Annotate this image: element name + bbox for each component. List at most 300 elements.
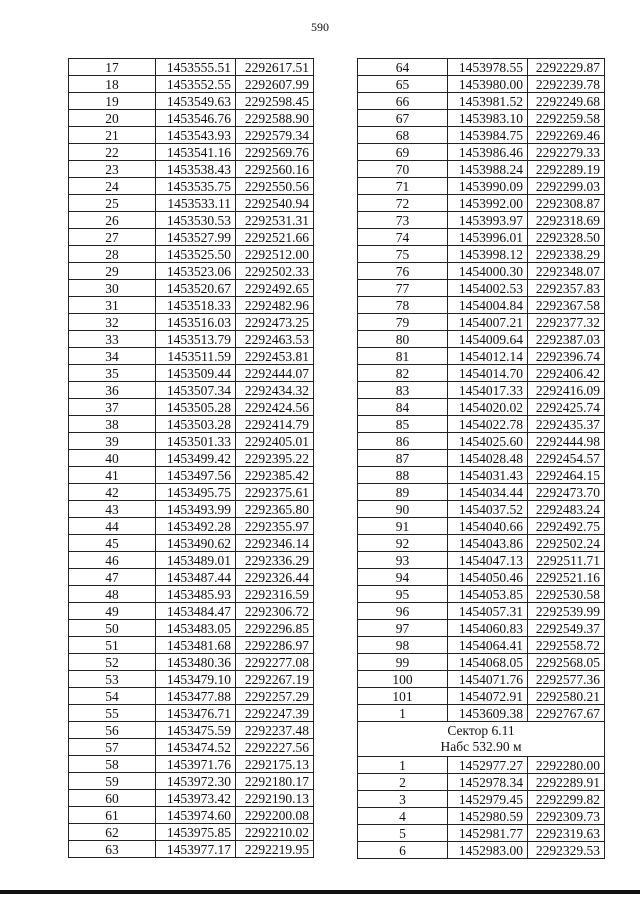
x-coordinate-cell: 1453530.53 — [156, 212, 236, 229]
table-row — [69, 535, 314, 552]
point-number-cell: 50 — [69, 620, 156, 637]
table-row — [69, 195, 314, 212]
x-coordinate-cell: 1454007.21 — [448, 314, 528, 331]
y-coordinate-cell: 2292367.58 — [528, 297, 605, 314]
bottom-border-line — [0, 890, 640, 894]
x-coordinate-cell: 1453988.24 — [448, 161, 528, 178]
x-coordinate-cell: 1453990.09 — [448, 178, 528, 195]
table-row — [358, 178, 605, 195]
point-number-cell: 46 — [69, 552, 156, 569]
point-number-cell: 78 — [358, 297, 448, 314]
y-coordinate-cell: 2292435.37 — [528, 416, 605, 433]
table-row — [358, 365, 605, 382]
point-number-cell: 45 — [69, 535, 156, 552]
table-row — [358, 263, 605, 280]
x-coordinate-cell: 1453476.71 — [156, 705, 236, 722]
y-coordinate-cell: 2292319.63 — [528, 825, 605, 842]
point-number-cell: 86 — [358, 433, 448, 450]
y-coordinate-cell: 2292512.00 — [236, 246, 314, 263]
x-coordinate-cell: 1453516.03 — [156, 314, 236, 331]
table-row — [69, 518, 314, 535]
y-coordinate-cell: 2292259.58 — [528, 110, 605, 127]
x-coordinate-cell: 1454004.84 — [448, 297, 528, 314]
x-coordinate-cell: 1453501.33 — [156, 433, 236, 450]
point-number-cell: 77 — [358, 280, 448, 297]
x-coordinate-cell: 1453546.76 — [156, 110, 236, 127]
point-number-cell: 87 — [358, 450, 448, 467]
x-coordinate-cell: 1453996.01 — [448, 229, 528, 246]
point-number-cell: 60 — [69, 790, 156, 807]
y-coordinate-cell: 2292580.21 — [528, 688, 605, 705]
table-row — [69, 144, 314, 161]
table-row — [358, 246, 605, 263]
point-number-cell: 42 — [69, 484, 156, 501]
x-coordinate-cell: 1454047.13 — [448, 552, 528, 569]
y-coordinate-cell: 2292425.74 — [528, 399, 605, 416]
y-coordinate-cell: 2292387.03 — [528, 331, 605, 348]
point-number-cell: 101 — [358, 688, 448, 705]
y-coordinate-cell: 2292355.97 — [236, 518, 314, 535]
table-row — [69, 484, 314, 501]
table-row — [69, 433, 314, 450]
x-coordinate-cell: 1453513.79 — [156, 331, 236, 348]
x-coordinate-cell: 1453484.47 — [156, 603, 236, 620]
x-coordinate-cell: 1453993.97 — [448, 212, 528, 229]
y-coordinate-cell: 2292558.72 — [528, 637, 605, 654]
x-coordinate-cell: 1453474.52 — [156, 739, 236, 756]
x-coordinate-cell: 1453971.76 — [156, 756, 236, 773]
table-row — [69, 654, 314, 671]
table-row — [69, 161, 314, 178]
y-coordinate-cell: 2292502.24 — [528, 535, 605, 552]
point-number-cell: 74 — [358, 229, 448, 246]
table-row — [69, 586, 314, 603]
x-coordinate-cell: 1453525.50 — [156, 246, 236, 263]
table-row — [69, 790, 314, 807]
table-row — [69, 807, 314, 824]
y-coordinate-cell: 2292424.56 — [236, 399, 314, 416]
y-coordinate-cell: 2292257.29 — [236, 688, 314, 705]
x-coordinate-cell: 1454060.83 — [448, 620, 528, 637]
y-coordinate-cell: 2292299.82 — [528, 791, 605, 808]
y-coordinate-cell: 2292239.78 — [528, 76, 605, 93]
x-coordinate-cell: 1452977.27 — [448, 757, 528, 774]
point-number-cell: 36 — [69, 382, 156, 399]
x-coordinate-cell: 1454071.76 — [448, 671, 528, 688]
point-number-cell: 61 — [69, 807, 156, 824]
point-number-cell: 33 — [69, 331, 156, 348]
table-row — [69, 365, 314, 382]
point-number-cell: 66 — [358, 93, 448, 110]
y-coordinate-cell: 2292539.99 — [528, 603, 605, 620]
point-number-cell: 35 — [69, 365, 156, 382]
point-number-cell: 58 — [69, 756, 156, 773]
table-row — [69, 178, 314, 195]
y-coordinate-cell: 2292444.98 — [528, 433, 605, 450]
table-row — [358, 808, 605, 825]
x-coordinate-cell: 1454053.85 — [448, 586, 528, 603]
x-coordinate-cell: 1454050.46 — [448, 569, 528, 586]
table-row — [69, 620, 314, 637]
point-number-cell: 65 — [358, 76, 448, 93]
point-number-cell: 99 — [358, 654, 448, 671]
table-row — [358, 59, 605, 76]
x-coordinate-cell: 1454014.70 — [448, 365, 528, 382]
y-coordinate-cell: 2292348.07 — [528, 263, 605, 280]
point-number-cell: 32 — [69, 314, 156, 331]
table-row — [69, 314, 314, 331]
table-row — [358, 297, 605, 314]
x-coordinate-cell: 1453492.28 — [156, 518, 236, 535]
table-row — [358, 603, 605, 620]
y-coordinate-cell: 2292210.02 — [236, 824, 314, 841]
x-coordinate-cell: 1454002.53 — [448, 280, 528, 297]
point-number-cell: 48 — [69, 586, 156, 603]
y-coordinate-cell: 2292395.22 — [236, 450, 314, 467]
x-coordinate-cell: 1454057.31 — [448, 603, 528, 620]
table-row — [69, 331, 314, 348]
point-number-cell: 1 — [358, 705, 448, 722]
point-number-cell: 39 — [69, 433, 156, 450]
table-row — [358, 688, 605, 705]
point-number-cell: 6 — [358, 842, 448, 859]
x-coordinate-cell: 1454025.60 — [448, 433, 528, 450]
table-row — [69, 416, 314, 433]
point-number-cell: 83 — [358, 382, 448, 399]
table-row — [358, 586, 605, 603]
x-coordinate-cell: 1453483.05 — [156, 620, 236, 637]
y-coordinate-cell: 2292502.33 — [236, 263, 314, 280]
table-row — [69, 603, 314, 620]
y-coordinate-cell: 2292299.03 — [528, 178, 605, 195]
point-number-cell: 100 — [358, 671, 448, 688]
x-coordinate-cell: 1453552.55 — [156, 76, 236, 93]
x-coordinate-cell: 1453983.10 — [448, 110, 528, 127]
x-coordinate-cell: 1453489.01 — [156, 552, 236, 569]
table-row — [358, 280, 605, 297]
x-coordinate-cell: 1453986.46 — [448, 144, 528, 161]
x-coordinate-cell: 1453475.59 — [156, 722, 236, 739]
y-coordinate-cell: 2292306.72 — [236, 603, 314, 620]
x-coordinate-cell: 1453977.17 — [156, 841, 236, 858]
y-coordinate-cell: 2292598.45 — [236, 93, 314, 110]
y-coordinate-cell: 2292180.17 — [236, 773, 314, 790]
x-coordinate-cell: 1453992.00 — [448, 195, 528, 212]
point-number-cell: 90 — [358, 501, 448, 518]
point-number-cell: 47 — [69, 569, 156, 586]
point-number-cell: 53 — [69, 671, 156, 688]
y-coordinate-cell: 2292531.31 — [236, 212, 314, 229]
x-coordinate-cell: 1453984.75 — [448, 127, 528, 144]
table-row — [358, 501, 605, 518]
x-coordinate-cell: 1453479.10 — [156, 671, 236, 688]
y-coordinate-cell: 2292444.07 — [236, 365, 314, 382]
point-number-cell: 88 — [358, 467, 448, 484]
point-number-cell: 73 — [358, 212, 448, 229]
sector-header-row — [358, 722, 605, 757]
point-number-cell: 68 — [358, 127, 448, 144]
point-number-cell: 56 — [69, 722, 156, 739]
x-coordinate-cell: 1453609.38 — [448, 705, 528, 722]
x-coordinate-cell: 1453493.99 — [156, 501, 236, 518]
y-coordinate-cell: 2292530.58 — [528, 586, 605, 603]
table-row — [358, 229, 605, 246]
x-coordinate-cell: 1452978.34 — [448, 774, 528, 791]
x-coordinate-cell: 1454043.86 — [448, 535, 528, 552]
y-coordinate-cell: 2292540.94 — [236, 195, 314, 212]
y-coordinate-cell: 2292492.75 — [528, 518, 605, 535]
point-number-cell: 4 — [358, 808, 448, 825]
table-row — [69, 501, 314, 518]
point-number-cell: 91 — [358, 518, 448, 535]
y-coordinate-cell: 2292464.15 — [528, 467, 605, 484]
y-coordinate-cell: 2292357.83 — [528, 280, 605, 297]
table-row — [69, 127, 314, 144]
table-row — [69, 824, 314, 841]
y-coordinate-cell: 2292483.24 — [528, 501, 605, 518]
y-coordinate-cell: 2292617.51 — [236, 59, 314, 76]
x-coordinate-cell: 1454068.05 — [448, 654, 528, 671]
x-coordinate-cell: 1453975.85 — [156, 824, 236, 841]
point-number-cell: 34 — [69, 348, 156, 365]
y-coordinate-cell: 2292377.32 — [528, 314, 605, 331]
table-row — [69, 552, 314, 569]
point-number-cell: 80 — [358, 331, 448, 348]
table-row — [69, 212, 314, 229]
point-number-cell: 22 — [69, 144, 156, 161]
x-coordinate-cell: 1452979.45 — [448, 791, 528, 808]
y-coordinate-cell: 2292607.99 — [236, 76, 314, 93]
point-number-cell: 44 — [69, 518, 156, 535]
point-number-cell: 17 — [69, 59, 156, 76]
y-coordinate-cell: 2292249.68 — [528, 93, 605, 110]
x-coordinate-cell: 1453481.68 — [156, 637, 236, 654]
table-row — [358, 825, 605, 842]
table-row — [358, 93, 605, 110]
table-row — [358, 671, 605, 688]
point-number-cell: 93 — [358, 552, 448, 569]
table-row — [358, 433, 605, 450]
x-coordinate-cell: 1453507.34 — [156, 382, 236, 399]
y-coordinate-cell: 2292473.70 — [528, 484, 605, 501]
table-row — [358, 791, 605, 808]
table-row — [69, 450, 314, 467]
x-coordinate-cell: 1453511.59 — [156, 348, 236, 365]
table-row — [69, 841, 314, 858]
point-number-cell: 96 — [358, 603, 448, 620]
table-row — [358, 467, 605, 484]
y-coordinate-cell: 2292175.13 — [236, 756, 314, 773]
y-coordinate-cell: 2292385.42 — [236, 467, 314, 484]
table-row — [358, 552, 605, 569]
y-coordinate-cell: 2292396.74 — [528, 348, 605, 365]
point-number-cell: 94 — [358, 569, 448, 586]
table-row — [69, 569, 314, 586]
x-coordinate-cell: 1454064.41 — [448, 637, 528, 654]
y-coordinate-cell: 2292316.59 — [236, 586, 314, 603]
y-coordinate-cell: 2292269.46 — [528, 127, 605, 144]
x-coordinate-cell: 1453533.11 — [156, 195, 236, 212]
table-row — [358, 212, 605, 229]
table-row — [358, 76, 605, 93]
point-number-cell: 52 — [69, 654, 156, 671]
table-row — [358, 195, 605, 212]
y-coordinate-cell: 2292577.36 — [528, 671, 605, 688]
y-coordinate-cell: 2292521.66 — [236, 229, 314, 246]
x-coordinate-cell: 1453978.55 — [448, 59, 528, 76]
y-coordinate-cell: 2292375.61 — [236, 484, 314, 501]
point-number-cell: 25 — [69, 195, 156, 212]
y-coordinate-cell: 2292454.57 — [528, 450, 605, 467]
sector-subtitle: Набс 532.90 м — [440, 739, 522, 754]
point-number-cell: 5 — [358, 825, 448, 842]
coordinates-table-left — [68, 58, 314, 858]
x-coordinate-cell: 1453490.62 — [156, 535, 236, 552]
x-coordinate-cell: 1453523.06 — [156, 263, 236, 280]
point-number-cell: 37 — [69, 399, 156, 416]
point-number-cell: 98 — [358, 637, 448, 654]
x-coordinate-cell: 1453487.44 — [156, 569, 236, 586]
x-coordinate-cell: 1453972.30 — [156, 773, 236, 790]
x-coordinate-cell: 1453980.00 — [448, 76, 528, 93]
table-row — [358, 518, 605, 535]
point-number-cell: 3 — [358, 791, 448, 808]
point-number-cell: 70 — [358, 161, 448, 178]
table-row — [358, 331, 605, 348]
y-coordinate-cell: 2292365.80 — [236, 501, 314, 518]
y-coordinate-cell: 2292338.29 — [528, 246, 605, 263]
y-coordinate-cell: 2292247.39 — [236, 705, 314, 722]
y-coordinate-cell: 2292511.71 — [528, 552, 605, 569]
point-number-cell: 92 — [358, 535, 448, 552]
x-coordinate-cell: 1453973.42 — [156, 790, 236, 807]
point-number-cell: 21 — [69, 127, 156, 144]
x-coordinate-cell: 1454012.14 — [448, 348, 528, 365]
point-number-cell: 84 — [358, 399, 448, 416]
table-row — [358, 416, 605, 433]
y-coordinate-cell: 2292406.42 — [528, 365, 605, 382]
table-row — [358, 842, 605, 859]
point-number-cell: 27 — [69, 229, 156, 246]
x-coordinate-cell: 1452983.00 — [448, 842, 528, 859]
page-number: 590 — [311, 20, 329, 34]
y-coordinate-cell: 2292289.19 — [528, 161, 605, 178]
y-coordinate-cell: 2292492.65 — [236, 280, 314, 297]
table-row — [69, 76, 314, 93]
x-coordinate-cell: 1454022.78 — [448, 416, 528, 433]
x-coordinate-cell: 1452981.77 — [448, 825, 528, 842]
x-coordinate-cell: 1453485.93 — [156, 586, 236, 603]
y-coordinate-cell: 2292568.05 — [528, 654, 605, 671]
table-row — [358, 348, 605, 365]
x-coordinate-cell: 1454034.44 — [448, 484, 528, 501]
x-coordinate-cell: 1453518.33 — [156, 297, 236, 314]
point-number-cell: 55 — [69, 705, 156, 722]
x-coordinate-cell: 1453503.28 — [156, 416, 236, 433]
x-coordinate-cell: 1453981.52 — [448, 93, 528, 110]
y-coordinate-cell: 2292219.95 — [236, 841, 314, 858]
x-coordinate-cell: 1453505.28 — [156, 399, 236, 416]
x-coordinate-cell: 1453497.56 — [156, 467, 236, 484]
table-row — [358, 535, 605, 552]
table-row — [69, 688, 314, 705]
y-coordinate-cell: 2292346.14 — [236, 535, 314, 552]
point-number-cell: 76 — [358, 263, 448, 280]
y-coordinate-cell: 2292279.33 — [528, 144, 605, 161]
point-number-cell: 97 — [358, 620, 448, 637]
table-row — [358, 705, 605, 722]
y-coordinate-cell: 2292318.69 — [528, 212, 605, 229]
y-coordinate-cell: 2292434.32 — [236, 382, 314, 399]
sector-title: Сектор 6.11 — [447, 723, 515, 738]
table-row — [358, 127, 605, 144]
y-coordinate-cell: 2292521.16 — [528, 569, 605, 586]
y-coordinate-cell: 2292277.08 — [236, 654, 314, 671]
table-row — [358, 757, 605, 774]
point-number-cell: 18 — [69, 76, 156, 93]
x-coordinate-cell: 1454009.64 — [448, 331, 528, 348]
point-number-cell: 71 — [358, 178, 448, 195]
y-coordinate-cell: 2292289.91 — [528, 774, 605, 791]
x-coordinate-cell: 1453480.36 — [156, 654, 236, 671]
x-coordinate-cell: 1453527.99 — [156, 229, 236, 246]
point-number-cell: 85 — [358, 416, 448, 433]
y-coordinate-cell: 2292237.48 — [236, 722, 314, 739]
x-coordinate-cell: 1453555.51 — [156, 59, 236, 76]
point-number-cell: 30 — [69, 280, 156, 297]
table-row — [69, 671, 314, 688]
table-row — [358, 450, 605, 467]
table-row — [69, 229, 314, 246]
x-coordinate-cell: 1453477.88 — [156, 688, 236, 705]
table-row — [69, 756, 314, 773]
table-row — [69, 399, 314, 416]
point-number-cell: 81 — [358, 348, 448, 365]
x-coordinate-cell: 1453499.42 — [156, 450, 236, 467]
point-number-cell: 26 — [69, 212, 156, 229]
y-coordinate-cell: 2292227.56 — [236, 739, 314, 756]
point-number-cell: 38 — [69, 416, 156, 433]
sector-header — [358, 722, 605, 757]
table-row — [358, 161, 605, 178]
point-number-cell: 28 — [69, 246, 156, 263]
point-number-cell: 69 — [358, 144, 448, 161]
y-coordinate-cell: 2292190.13 — [236, 790, 314, 807]
table-row — [69, 773, 314, 790]
point-number-cell: 49 — [69, 603, 156, 620]
y-coordinate-cell: 2292549.37 — [528, 620, 605, 637]
table-row — [358, 110, 605, 127]
x-coordinate-cell: 1454031.43 — [448, 467, 528, 484]
table-row — [69, 93, 314, 110]
table-row — [358, 654, 605, 671]
point-number-cell: 67 — [358, 110, 448, 127]
table-row — [69, 110, 314, 127]
point-number-cell: 23 — [69, 161, 156, 178]
point-number-cell: 75 — [358, 246, 448, 263]
table-row — [69, 263, 314, 280]
x-coordinate-cell: 1454028.48 — [448, 450, 528, 467]
y-coordinate-cell: 2292588.90 — [236, 110, 314, 127]
point-number-cell: 95 — [358, 586, 448, 603]
x-coordinate-cell: 1453998.12 — [448, 246, 528, 263]
y-coordinate-cell: 2292482.96 — [236, 297, 314, 314]
y-coordinate-cell: 2292328.50 — [528, 229, 605, 246]
x-coordinate-cell: 1454020.02 — [448, 399, 528, 416]
table-row — [69, 739, 314, 756]
x-coordinate-cell: 1453520.67 — [156, 280, 236, 297]
y-coordinate-cell: 2292463.53 — [236, 331, 314, 348]
